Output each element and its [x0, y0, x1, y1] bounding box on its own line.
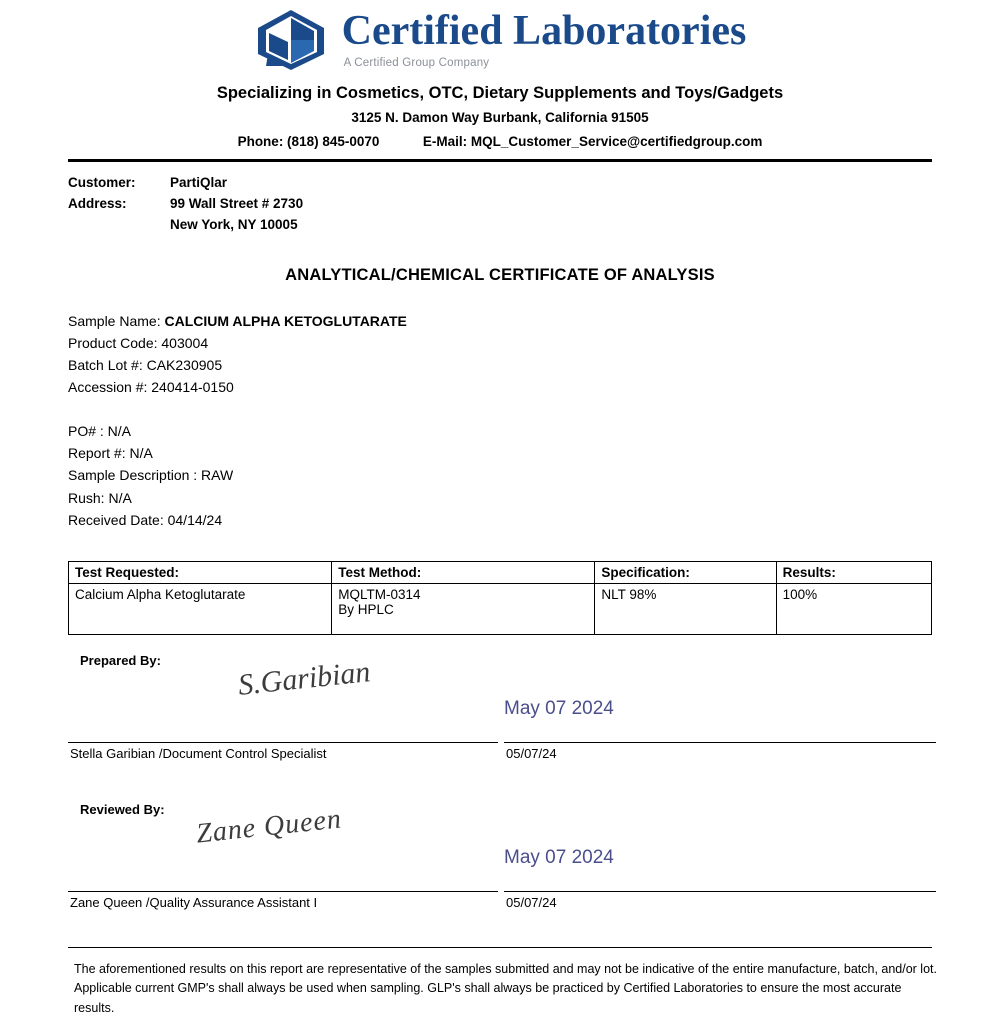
header-divider: [68, 159, 932, 162]
reviewed-by-name-title: Zane Queen /Quality Assurance Assistant I: [70, 894, 318, 910]
prepared-by-date-stamp: May 07 2024: [504, 697, 614, 719]
sample-name-row: [68, 310, 1000, 332]
address-row-2: [68, 215, 1000, 236]
batch-lot: Batch Lot #: CAK230905: [68, 356, 223, 373]
address-row: [68, 194, 1000, 215]
customer-label: Customer:: [68, 175, 136, 190]
sample-name-label: Sample Name:: [68, 312, 161, 329]
prepared-by-signature-image: S.Garibian: [236, 654, 372, 702]
certified-labs-logo-icon: [254, 8, 328, 72]
customer-row: [68, 173, 1000, 194]
received-date: Received Date: 04/14/24: [68, 511, 223, 528]
prepared-by-label: Prepared By:: [80, 652, 161, 668]
reviewed-by-date-short: 05/07/24: [506, 894, 557, 910]
footer-disclaimer: The aforementioned results on this report are representative of the samples submitted and may not be indicative of the entire manufacture, batch, and/or lot. Applicable current GMP's shall always be used when sampling. GLP's shall always be practiced by Certified Laboratories to ensure the most accurate results.: [74, 961, 937, 1015]
reviewed-by-date-stamp: May 07 2024: [504, 846, 614, 868]
column-header-results: Results:: [776, 561, 931, 583]
address-label: Address:: [68, 195, 127, 211]
sample-info-block: [68, 310, 1000, 398]
column-header-test-method: Test Method:: [332, 561, 595, 583]
prepared-by-name-line: [68, 742, 498, 743]
cell-specification: NLT 98%: [595, 583, 776, 634]
company-tagline: Specializing in Cosmetics, OTC, Dietary Supplements and Toys/Gadgets: [216, 84, 784, 102]
prepared-by-name-title: Stella Garibian /Document Control Specialist: [70, 745, 327, 761]
test-method-line-2: By HPLC: [338, 601, 394, 617]
prepared-by-section: [0, 653, 1000, 770]
results-table-wrapper: [68, 561, 932, 635]
company-contact: [0, 134, 1000, 149]
customer-value: PartiQlar: [170, 175, 228, 190]
cell-result: 100%: [776, 583, 931, 634]
company-header: [0, 0, 1000, 72]
company-subtitle: A Certified Group Company: [343, 57, 490, 70]
test-method-line-1: MQLTM-0314: [338, 586, 421, 602]
reviewed-by-lines: [68, 891, 932, 919]
report-number: Report #: N/A: [68, 445, 153, 462]
address-label-spacer: [68, 215, 170, 236]
footer-divider: [68, 947, 932, 948]
reviewed-by-section: [0, 802, 1000, 919]
company-address: 3125 N. Damon Way Burbank, California 91505: [351, 110, 649, 125]
prepared-by-date-short: 05/07/24: [506, 745, 557, 761]
cell-test-method: [332, 583, 595, 634]
rush-status: Rush: N/A: [68, 489, 132, 506]
po-number: PO# : N/A: [68, 423, 132, 440]
company-phone: Phone: (818) 845-0070: [237, 134, 380, 149]
reviewed-by-signature-image: Zane Queen: [194, 803, 344, 850]
address-line-1: 99 Wall Street # 2730: [170, 195, 304, 211]
company-email: E-Mail: MQL_Customer_Service@certifiedgroup.com: [422, 134, 763, 149]
reviewed-by-date-line: [504, 891, 936, 892]
accession-number: Accession #: 240414-0150: [68, 379, 234, 396]
results-table: [68, 561, 932, 635]
prepared-by-date-line: [504, 742, 936, 743]
column-header-specification: Specification:: [595, 561, 776, 583]
table-row: [69, 583, 932, 634]
sample-name-value: CALCIUM ALPHA KETOGLUTARATE: [164, 312, 407, 329]
page-title: ANALYTICAL/CHEMICAL CERTIFICATE OF ANALYSIS: [285, 265, 715, 284]
product-code: Product Code: 403004: [68, 334, 209, 351]
reviewed-by-name-line: [68, 891, 498, 892]
reviewed-by-label: Reviewed By:: [80, 801, 165, 817]
address-line-2: New York, NY 10005: [170, 216, 298, 232]
table-header-row: [69, 561, 932, 583]
prepared-by-lines: [68, 742, 932, 770]
company-name: Certified Laboratories: [341, 8, 747, 55]
column-header-test-requested: Test Requested:: [69, 561, 332, 583]
sample-description: Sample Description : RAW: [68, 467, 234, 484]
order-meta-block: [68, 420, 1000, 531]
customer-block: [68, 173, 1000, 236]
cell-test-requested: Calcium Alpha Ketoglutarate: [69, 583, 332, 634]
